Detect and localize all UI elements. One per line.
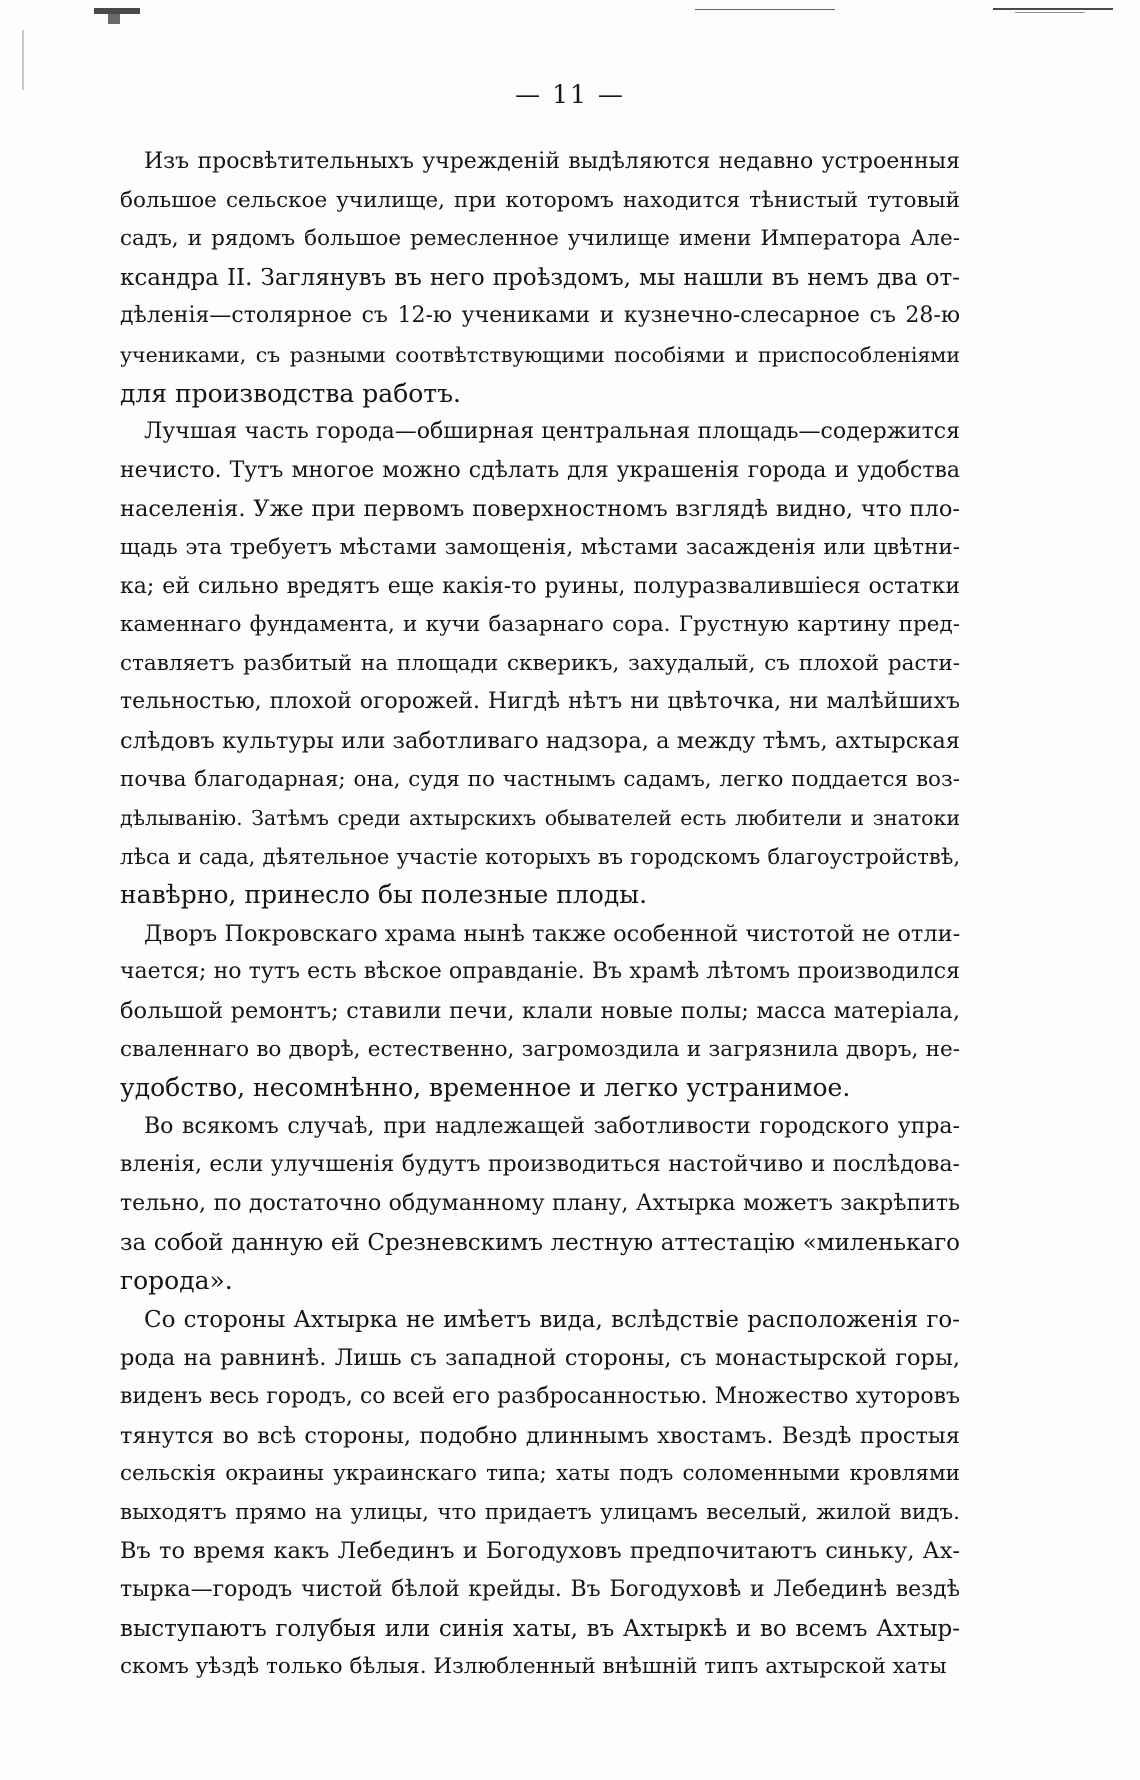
text-line: виденъ весь городъ, со всей его разбросанностью. Множество хуторовъ	[120, 1384, 960, 1409]
page-number: — 11 —	[515, 80, 625, 109]
text-line: населенія. Уже при первомъ поверхностномъ взглядѣ видно, что пло-	[120, 496, 960, 523]
scan-artifact	[1015, 12, 1085, 13]
scan-artifact	[695, 9, 835, 10]
text-line: каменнаго фундамента, и кучи базарнаго сора. Грустную картину пред-	[120, 612, 960, 638]
text-line: выходятъ прямо на улицы, что придаетъ улицамъ веселый, жилой видъ.	[120, 1499, 960, 1525]
text-line: Со стороны Ахтырка не имѣетъ вида, вслѣдствіе расположенія го-	[144, 1306, 960, 1333]
scan-artifact	[108, 14, 120, 24]
text-line: почва благодарная; она, судя по частнымъ садамъ, легко поддается воз-	[120, 766, 960, 792]
text-line: садъ, и рядомъ большое ремесленное училище имени Императора Але-	[120, 226, 960, 252]
text-line: дѣлыванію. Затѣмъ среди ахтырскихъ обывателей есть любители и знатоки	[120, 806, 960, 831]
text-line: удобство, несомнѣнно, временное и легко устранимое.	[120, 1073, 851, 1103]
text-line: ка; ей сильно вредятъ еще какія-то руины, полуразвалившіеся остатки	[120, 573, 960, 599]
text-line: за собой данную ей Срезневскимъ лестную аттестацію «миленькаго	[120, 1229, 960, 1256]
text-line: выступаютъ голубыя или синія хаты, въ Ахтыркѣ и во всемъ Ахтыр-	[120, 1615, 960, 1642]
text-line: рода на равнинѣ. Лишь съ западной стороны, съ монастырской горы,	[120, 1345, 960, 1372]
text-line: вленія, если улучшенія будутъ производиться настойчиво и послѣдова-	[120, 1152, 960, 1178]
text-line: тырка—городъ чистой бѣлой крейды. Въ Богодуховѣ и Лебединѣ вездѣ	[120, 1576, 960, 1602]
paragraph	[120, 143, 960, 413]
paragraph	[120, 1301, 960, 1687]
text-line: тянутся во всѣ стороны, подобно длиннымъ хвостамъ. Вездѣ простыя	[120, 1422, 960, 1449]
text-line: Въ то время какъ Лебединъ и Богодуховъ предпочитаютъ синьку, Ах-	[120, 1538, 960, 1565]
text-line: Дворъ Покровскаго храма нынѣ также особенной чистотой не отли-	[144, 920, 960, 947]
text-line: большое сельское училище, при которомъ находится тѣнистый тутовый	[120, 187, 960, 213]
text-line: чается; но тутъ есть вѣское оправданіе. Въ храмѣ лѣтомъ производился	[120, 959, 960, 985]
text-line: тельностью, плохой огорожей. Нигдѣ нѣтъ ни цвѣточка, ни малѣйшихъ	[120, 689, 960, 715]
text-line: щадь эта требуетъ мѣстами замощенія, мѣстами засажденія или цвѣтни-	[120, 534, 960, 560]
text-line: тельно, по достаточно обдуманному плану, Ахтырка можетъ закрѣпить	[120, 1191, 960, 1217]
paragraph	[120, 413, 960, 915]
scan-artifact	[993, 8, 1113, 10]
body-text	[120, 143, 960, 1687]
text-line: большой ремонтъ; ставили печи, клали новые полы; масса матеріала,	[120, 998, 960, 1025]
text-line: города».	[120, 1266, 233, 1296]
text-line: лѣса и сада, дѣятельное участіе которыхъ въ городскомъ благоустройствѣ,	[120, 844, 960, 869]
text-line: Во всякомъ случаѣ, при надлежащей заботливости городского упра-	[144, 1113, 960, 1139]
text-line: ксандра II. Заглянувъ въ него проѣздомъ, мы нашли въ немъ два от-	[120, 264, 960, 291]
text-line: сваленнаго во дворѣ, естественно, загромоздила и загрязнила дворъ, не-	[120, 1036, 960, 1062]
text-line: ставляетъ разбитый на площади скверикъ, захудалый, съ плохой расти-	[120, 650, 960, 676]
text-line: сельскія окраины украинскаго типа; хаты подъ соломенными кровлями	[120, 1461, 960, 1487]
text-line: дѣленія—столярное съ 12-ю учениками и кузнечно-слесарное съ 28-ю	[120, 303, 960, 329]
text-line: Лучшая часть города—обширная центральная площадь—содержится	[144, 419, 960, 445]
text-line: для производства работъ.	[120, 378, 461, 408]
paragraph	[120, 1108, 960, 1301]
text-line: скомъ уѣздѣ только бѣлыя. Излюбленный внѣшній типъ ахтырской хаты	[120, 1654, 947, 1680]
text-line: Изъ просвѣтительныхъ учрежденій выдѣляются недавно устроенныя	[144, 149, 960, 174]
text-line: слѣдовъ культуры или заботливаго надзора, а между тѣмъ, ахтырская	[120, 727, 960, 754]
text-line: навѣрно, принесло бы полезные плоды.	[120, 880, 648, 910]
paragraph	[120, 915, 960, 1108]
text-line: учениками, съ разными соотвѣтствующими пособіями и приспособленіями	[120, 342, 960, 367]
text-line: нечисто. Тутъ многое можно сдѣлать для украшенія города и удобства	[120, 457, 960, 483]
